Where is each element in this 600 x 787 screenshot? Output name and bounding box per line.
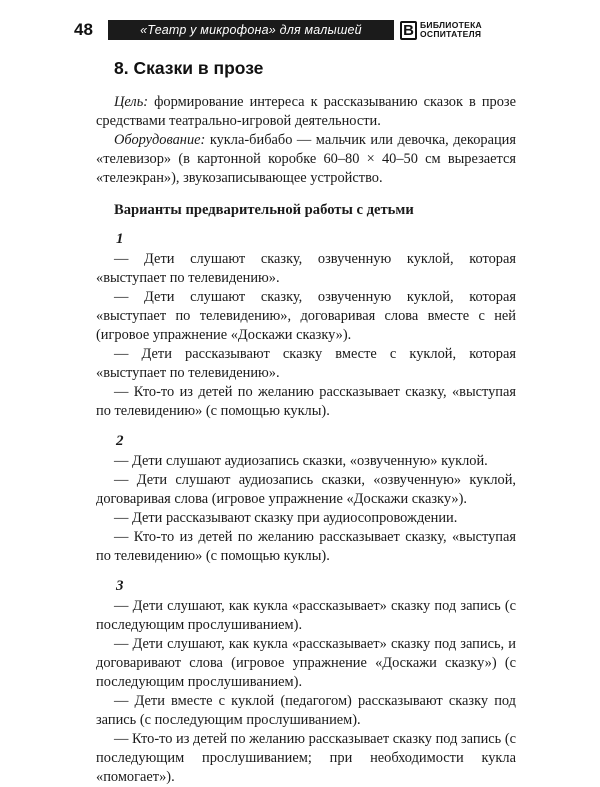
variant-number: 2 (116, 433, 124, 449)
list-item: — Кто-то из детей по желанию рассказывает сказку под запись (с последующим прослушиванием; при необходимости кукла «помогает»). (96, 731, 517, 785)
page-number: 48 (74, 20, 93, 39)
goal-paragraph (96, 93, 516, 131)
series-logo (400, 21, 482, 40)
list-item: — Дети слушают, как кукла «рассказывает» сказку под запись (с последующим прослушиванием). (96, 598, 516, 633)
list-item: — Дети вместе с куклой (педагогом) рассказывают сказку под запись (с последующим прослушиванием). (96, 693, 516, 728)
page-content (96, 58, 516, 787)
variant-number: 1 (116, 231, 124, 247)
variant-list (96, 597, 516, 787)
variant-block (96, 231, 516, 421)
goal-text: формирование интереса к рассказыванию сказок в прозе средствами театрально-игровой деятельности. (96, 94, 516, 129)
variant-block (96, 433, 516, 566)
equipment-paragraph (96, 131, 516, 188)
list-item: — Дети рассказывают сказку вместе с куклой, которая «выступает по телевидению». (96, 346, 516, 381)
list-item: — Кто-то из детей по желанию рассказывает сказку, «выступая по телевидению» (с помощью куклы). (96, 384, 516, 419)
series-badge-icon: В (400, 21, 417, 40)
equipment-label: Оборудование: (114, 132, 206, 148)
list-item: — Кто-то из детей по желанию рассказывает сказку, «выступая по телевидению» (с помощью куклы). (96, 529, 516, 564)
page-header (74, 19, 496, 41)
variant-number: 3 (116, 578, 124, 594)
list-item: — Дети слушают аудиозапись сказки, «озвученную» куклой. (114, 453, 488, 469)
list-item: — Дети слушают сказку, озвученную куклой, которая «выступает по телевидению», договаривая слова вместе с ней (игровое упражнение «Доскажи сказку»). (96, 289, 516, 343)
series-name-line1: БИБЛИОТЕКА (420, 20, 482, 30)
equipment-text: кукла-бибабо — мальчик или девочка, декорация «телевизор» (в картонной коробке 60–80 × 40–50 см вырезается «телеэкран»), звукозаписывающее устройство. (96, 132, 516, 186)
variants-heading: Варианты предварительной работы с детьми (114, 202, 414, 218)
goal-label: Цель: (114, 94, 149, 110)
list-item: — Дети слушают аудиозапись сказки, «озвученную» куклой, договаривая слова (игровое упражнение «Доскажи сказку»). (96, 472, 516, 507)
list-item: — Дети слушают, как кукла «рассказывает» сказку под запись, и договаривают слова (игровое упражнение «Доскажи сказку») (с последующим прослушиванием). (96, 636, 516, 690)
variant-block (96, 578, 516, 787)
series-name (420, 21, 482, 39)
list-item: — Дети слушают сказку, озвученную куклой, которая «выступает по телевидению». (96, 251, 516, 286)
variant-list (96, 250, 516, 421)
series-name-line2: ОСПИТАТЕЛЯ (420, 29, 482, 39)
variant-list (96, 452, 516, 566)
list-item: — Дети рассказывают сказку при аудиосопровождении. (114, 510, 458, 526)
running-title: «Театр у микрофона» для малышей (108, 20, 394, 40)
section-title: 8. Сказки в прозе (114, 58, 264, 78)
